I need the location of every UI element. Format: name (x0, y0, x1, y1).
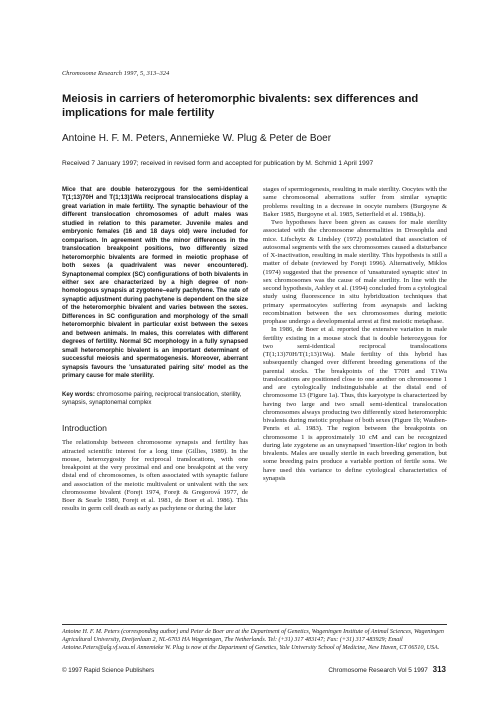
page-footer (328, 665, 446, 674)
page-number: 313 (432, 665, 446, 674)
introduction-paragraph: The relationship between chromosome synapsis and fertility has attracted scientific interest for a long time (Gillies, 1989). In the mouse, heterozygosity for reciprocal translocations, with one breakpoint at the very proximal end and one breakpoint at the very distal end of chromosomes, is often associated with synaptic failure and association of the meiotic multivalent or univalent with the sex chromosome bivalent (Forejt 1974, Forejt & Gregorová 1977, de Boer & Searle 1980, Forejt et al. 1981, de Boer et al. 1986). This results in germ cell death as early as pachytene or during the later (62, 439, 248, 513)
footer-journal: Chromosome Research Vol 5 1997 (328, 667, 428, 674)
abstract: Mice that are double heterozygous for the semi-identical T(1;13)70H and T(1;13)1Wa reciprocal translocations display a great variation in male fertility. The synaptic behaviour of the different translocation chromosomes of adult males was studied in relation to this parameter. Juvenile males and embryonic females (16 and 18 days old) were included for comparison. In agreement with the minor differences in the translocation breakpoint positions, two differently sized heteromorphic bivalents are formed in meiotic prophase of both sexes (a quadrivalent was never encountered). Synaptonemal complex (SC) configurations of both bivalents in either sex are characterized by a high degree of non-homologous synapsis at zygotene–early pachytene. The rate of synaptic adjustment during pachytene is dependent on the size of the heteromorphic bivalent and varies between the sexes. Differences in SC configuration and morphology of the small heteromorphic bivalent in particular exist between the sexes and between animals. In males, this correlates with different degrees of fertility. Normal SC morphology in a fully synapsed small heteromorphic bivalent is an important determinant of successful meiosis and spermatogenesis. Moreover, aberrant synapsis favours the 'unsaturated pairing site' model as the primary cause for male sterility. (62, 186, 248, 379)
copyright-notice: © 1997 Rapid Science Publishers (62, 667, 155, 674)
body-paragraph-2: Two hypotheses have been given as causes for male sterility associated with the chromosome abnormalities in Drosophila and mice. Lifschytz & Lindsley (1972) postulated that association of autosomal segments with the sex chromosomes caused a disturbance of X-inactivation, resulting in male sterility. This hypothesis is still a matter of debate (reviewed by Forejt 1996). Alternatively, Miklos (1974) suggested that the presence of 'unsaturated synaptic sites' in sex chromosomes was the cause of male sterility. In line with the second hypothesis, Ashley et al. (1994) concluded from a cytological study using fluorescence in situ hybridization techniques that primary spermatocytes suffering from asynapsis and lacking recombination between the sex chromosomes during meiotic prophase undergo a developmental arrest at first meiotic metaphase. (263, 219, 447, 325)
right-column (263, 186, 447, 483)
received-dates: Received 7 January 1997; received in revised form and accepted for publication by M. Schmid 1 April 1997 (62, 160, 374, 167)
keywords-list: chromosome pairing, reciprocal translocation, sterility, synapsis, synaptonemal complex (62, 391, 242, 407)
keywords-label: Key words: (62, 391, 95, 399)
body-paragraph-3: In 1986, de Boer et al. reported the extensive variation in male fertility existing in a mouse stock that is double heterozygous for two semi-identical reciprocal translocations (T(1;13)70H/T(1;13)1Wa). Male fertility of this hybrid has subsequently changed over different breeding generations of the parental stocks. The breakpoints of the T70H and T1Wa translocations are positioned close to one another on chromosome 1 and are cytologically indistinguishable at the distal end of chromosome 13 (Figure 1a). Thus, this karyotype is characterized by having two large and two small semi-identical translocation chromosomes always producing two differently sized heteromorphic bivalents during meiotic prophase of both sexes (Figure 1b; Wauben-Penris et al. 1983). The region between the breakpoints on chromosome 1 is approximately 10 cM and can be recognized during late zygotene as an unsynapsed 'insertion-like' region in both bivalents. Males are usually sterile in each breeding generation, but some breeding pairs produce a variable portion of fertile sons. We have used this variance to define cytological characteristics of synapsis (263, 326, 447, 482)
author-footnote: Antoine H. F. M. Peters (corresponding author) and Peter de Boer are at the Department of Genetics, Wageningen Institute of Animal Sciences, Wageningen Agricultural University, Dreijenlaan 2, NL-6703 HA Wageningen, The Netherlands. Tel: (+31) 317 483147; Fax: (+31) 317 483929; Email Antoine.Peters@alg.vf.wau.nl Annemieke W. Plug is now at the Department of Genetics, Yale University School of Medicine, New Haven, CT 06510, USA. (62, 624, 447, 652)
article-title: Meiosis in carriers of heteromorphic bivalents: sex differences and implications for male fertility (62, 93, 419, 119)
left-column (62, 186, 248, 514)
journal-reference: Chromosome Research 1997, 5, 313–324 (62, 70, 170, 77)
introduction-heading: Introduction (62, 423, 107, 434)
keywords (62, 391, 248, 407)
author-list: Antoine H. F. M. Peters, Annemieke W. Plug & Peter de Boer (62, 133, 332, 144)
body-paragraph-1: stages of spermiogenesis, resulting in male sterility. Oocytes with the same chromosomal aberrations suffer from similar synaptic problems resulting in a decrease in oocyte numbers (Burgoyne & Baker 1985, Burgoyne et al. 1985, Setterfield et al. 1988a,b). (263, 186, 447, 218)
